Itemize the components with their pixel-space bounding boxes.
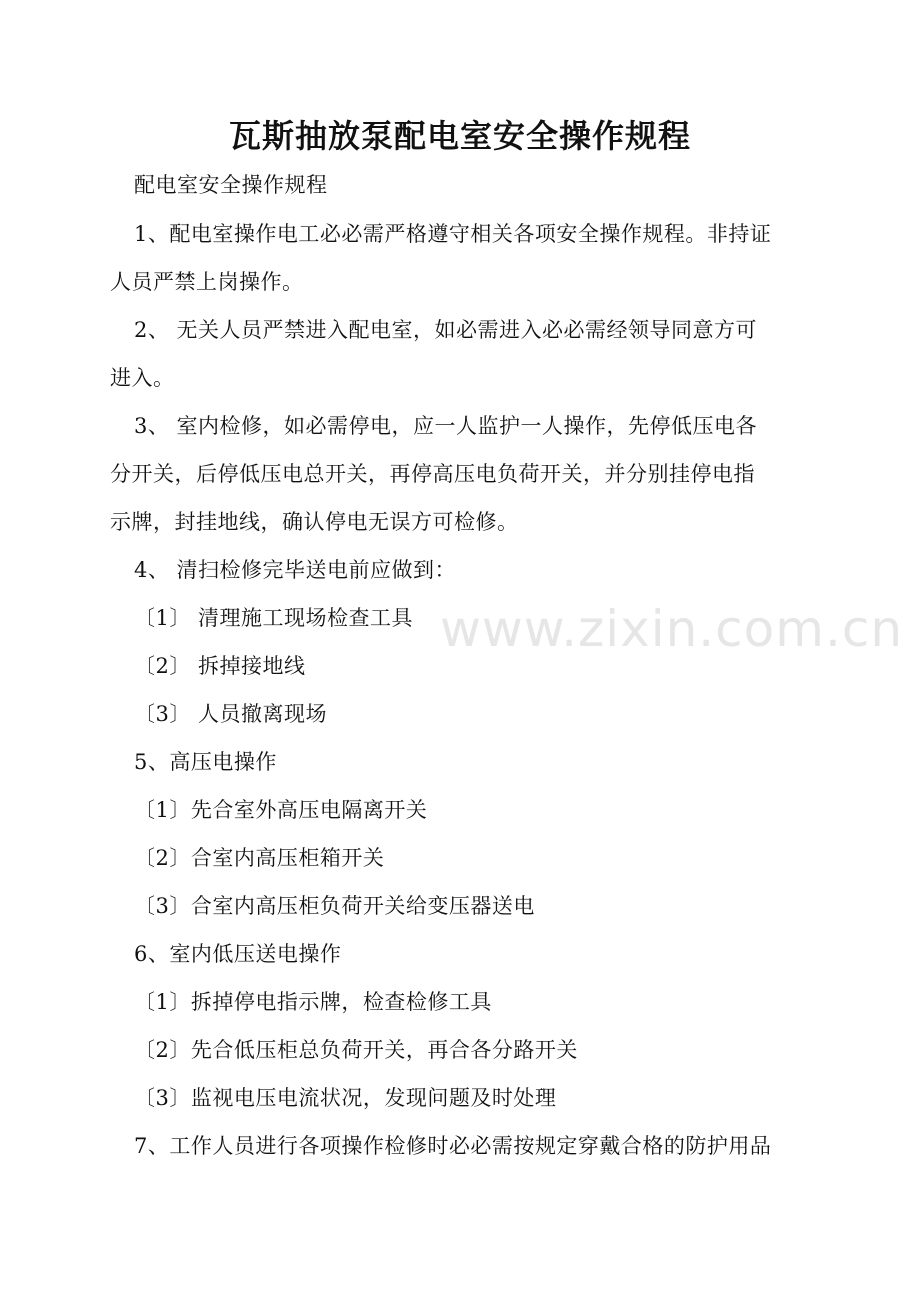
paragraph-line: 人员严禁上岗操作。 — [110, 270, 304, 294]
list-item: 〔3〕监视电压电流状况，发现问题及时处理 — [134, 1086, 557, 1110]
paragraph-line: 4、 清扫检修完毕送电前应做到： — [134, 558, 457, 582]
section-subtitle: 配电室安全操作规程 — [134, 173, 328, 197]
list-item: 〔1〕先合室外高压电隔离开关 — [134, 798, 428, 822]
list-item: 〔3〕合室内高压柜负荷开关给变压器送电 — [134, 894, 535, 918]
paragraph-line: 1、配电室操作电工必必需严格遵守相关各项安全操作规程。非持证 — [134, 222, 772, 246]
list-item: 〔2〕合室内高压柜箱开关 — [134, 846, 385, 870]
paragraph-line: 6、室内低压送电操作 — [134, 942, 342, 966]
paragraph-line: 2、 无关人员严禁进入配电室，如必需进入必必需经领导同意方可 — [134, 318, 758, 342]
watermark: www.zixin.com.cn — [440, 600, 904, 658]
paragraph-line: 示牌，封挂地线，确认停电无误方可检修。 — [110, 510, 519, 534]
list-item: 〔1〕 清理施工现场检查工具 — [134, 606, 414, 630]
paragraph-line: 3、 室内检修，如必需停电，应一人监护一人操作，先停低压电各 — [134, 414, 758, 438]
document-title: 瓦斯抽放泵配电室安全操作规程 — [228, 117, 691, 155]
list-item: 〔2〕先合低压柜总负荷开关，再合各分路开关 — [134, 1038, 578, 1062]
paragraph-line: 进入。 — [110, 366, 175, 390]
list-item: 〔3〕 人员撤离现场 — [134, 702, 328, 726]
paragraph-line: 7、工作人员进行各项操作检修时必必需按规定穿戴合格的防护用品 — [134, 1134, 772, 1158]
list-item: 〔2〕 拆掉接地线 — [134, 654, 306, 678]
paragraph-line: 分开关，后停低压电总开关，再停高压电负荷开关，并分别挂停电指 — [110, 462, 755, 486]
list-item: 〔1〕拆掉停电指示牌，检查检修工具 — [134, 990, 492, 1014]
paragraph-line: 5、高压电操作 — [134, 750, 277, 774]
